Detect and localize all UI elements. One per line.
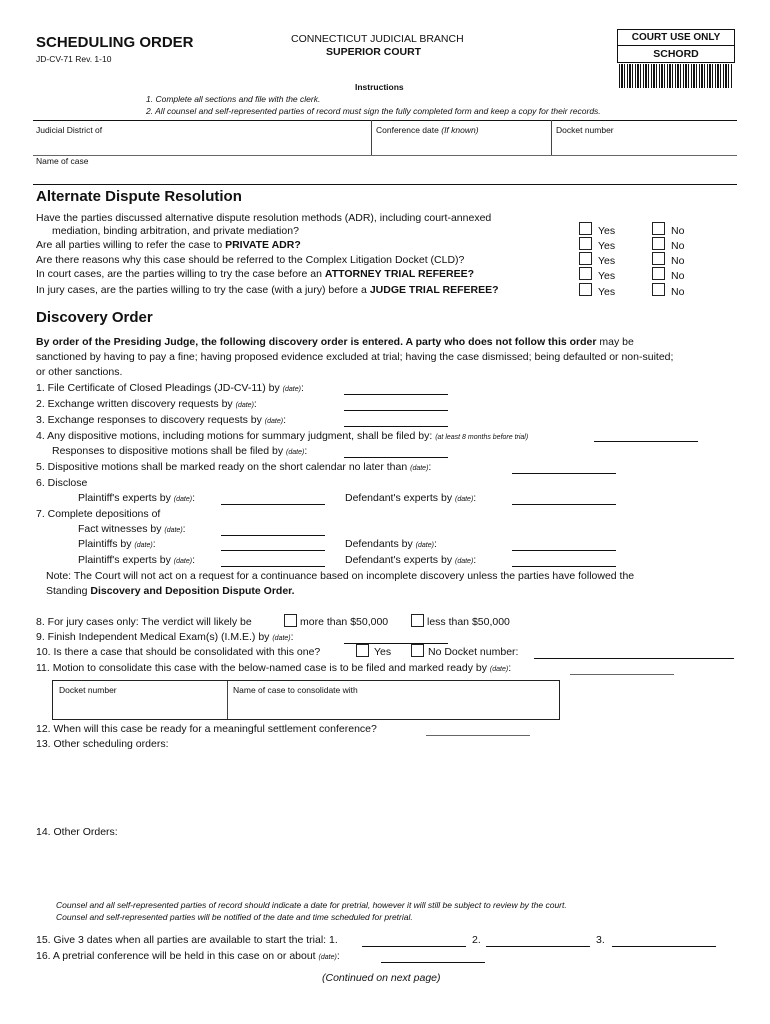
pretrial-date-field[interactable]	[381, 962, 485, 963]
instruction-1: 1. Complete all sections and file with the clerk.	[146, 94, 321, 104]
consolidate-no-checkbox[interactable]	[411, 644, 424, 657]
settlement-date-field[interactable]	[426, 735, 530, 736]
consolidate-docket-field[interactable]	[534, 658, 734, 659]
counsel-note-1: Counsel and all self-represented parties of record should indicate a date for pretrial, however it will still be subject to review by the court.	[56, 900, 567, 910]
item-2: 2. Exchange written discovery requests by (date):	[36, 398, 257, 410]
less-than-50000-checkbox[interactable]	[411, 614, 424, 627]
no-label: No	[671, 225, 685, 237]
conference-date-label: Conference date (If known)	[376, 125, 479, 135]
more-than-50000-checkbox[interactable]	[284, 614, 297, 627]
item-13: 13. Other scheduling orders:	[36, 738, 169, 750]
item-1-date-field[interactable]	[344, 394, 448, 395]
less-than-label: less than $50,000	[427, 616, 510, 628]
consolidate-yes-label: Yes	[374, 646, 392, 658]
adr-q2-no-checkbox[interactable]	[652, 237, 665, 250]
item-6: 6. Disclose	[36, 477, 88, 489]
item-5-date-field[interactable]	[512, 473, 616, 474]
item-14: 14. Other Orders:	[36, 826, 118, 838]
adr-question-5: In jury cases, are the parties willing to try the case (with a jury) before a JUDGE TRIAL REFEREE?	[36, 284, 499, 296]
court-use-label: COURT USE ONLY	[618, 30, 734, 46]
discovery-note-1: Note: The Court will not act on a request for a continuance based on incomplete discovery unless the parties have followed the	[46, 570, 635, 582]
adr-q3-no-checkbox[interactable]	[652, 252, 665, 265]
consolidate-docket-label: Docket number	[59, 685, 117, 695]
motion-date-field[interactable]	[570, 674, 674, 675]
consolidate-table	[52, 680, 560, 720]
defendants-experts-depo-label: Defendant's experts by (date):	[345, 554, 477, 566]
no-label: No	[671, 286, 685, 298]
consolidate-yes-checkbox[interactable]	[356, 644, 369, 657]
trial-date-2-label: 2.	[472, 934, 481, 946]
instructions-heading: Instructions	[355, 82, 404, 92]
trial-date-3-label: 3.	[596, 934, 605, 946]
adr-q1-no-checkbox[interactable]	[652, 222, 665, 235]
adr-q1-yes-checkbox[interactable]	[579, 222, 592, 235]
plaintiffs-field[interactable]	[221, 550, 325, 551]
docket-number-label: Docket number	[556, 125, 614, 135]
no-label: No	[671, 255, 685, 267]
defendants-experts-depo-field[interactable]	[512, 566, 616, 567]
item-5: 5. Dispositive motions shall be marked ready on the short calendar no later than (date):	[36, 461, 432, 473]
item-12: 12. When will this case be ready for a meaningful settlement conference?	[36, 723, 377, 735]
adr-q5-no-checkbox[interactable]	[652, 283, 665, 296]
yes-label: Yes	[598, 240, 616, 252]
item-9: 9. Finish Independent Medical Exam(s) (I.M.E.) by (date):	[36, 631, 294, 643]
item-4: 4. Any dispositive motions, including motions for summary judgment, shall be filed by: (at least 8 months before trial)	[36, 430, 529, 442]
adr-q4-yes-checkbox[interactable]	[579, 267, 592, 280]
no-label: No	[671, 240, 685, 252]
discovery-intro-2: sanctioned by having to pay a fine; having proposed evidence excluded at trial; having the case dismissed; being defaulted or non-suited;	[36, 351, 674, 363]
plaintiffs-experts-label: Plaintiff's experts by (date):	[78, 492, 195, 504]
adr-question-4: In court cases, are the parties willing to try the case before an ATTORNEY TRIAL REFEREE?	[36, 268, 475, 280]
form-number: JD-CV-71 Rev. 1-10	[36, 54, 112, 64]
item-3-date-field[interactable]	[344, 426, 448, 427]
item-4b: Responses to dispositive motions shall be filed by (date):	[52, 445, 308, 457]
item-8: 8. For jury cases only: The verdict will likely be	[36, 616, 252, 628]
item-15: 15. Give 3 dates when all parties are available to start the trial: 1.	[36, 934, 338, 946]
item-1: 1. File Certificate of Closed Pleadings (JD-CV-11) by (date):	[36, 382, 304, 394]
counsel-note-2: Counsel and self-represented parties will be notified of the date and time scheduled for pretrial.	[56, 912, 413, 922]
court-use-box	[617, 29, 735, 63]
branch-name: CONNECTICUT JUDICIAL BRANCH	[291, 33, 464, 45]
discovery-note-2: Standing Discovery and Deposition Dispute Order.	[46, 585, 295, 597]
defendants-experts-field[interactable]	[512, 504, 616, 505]
discovery-heading: Discovery Order	[36, 309, 153, 326]
plaintiffs-experts-depo-label: Plaintiff's experts by (date):	[78, 554, 195, 566]
adr-q3-yes-checkbox[interactable]	[579, 252, 592, 265]
fact-witnesses-label: Fact witnesses by (date):	[78, 523, 186, 535]
more-than-label: more than $50,000	[300, 616, 389, 628]
yes-label: Yes	[598, 286, 616, 298]
no-label: No	[671, 270, 685, 282]
trial-date-2-field[interactable]	[486, 946, 590, 947]
discovery-intro-1: By order of the Presiding Judge, the following discovery order is entered. A party who does not follow this order may be	[36, 336, 634, 348]
item-3: 3. Exchange responses to discovery requests by (date):	[36, 414, 287, 426]
yes-label: Yes	[598, 225, 616, 237]
adr-q2-yes-checkbox[interactable]	[579, 237, 592, 250]
adr-q5-yes-checkbox[interactable]	[579, 283, 592, 296]
schord-label: SCHORD	[653, 48, 699, 60]
barcode-icon	[619, 64, 733, 88]
item-4b-date-field[interactable]	[344, 457, 448, 458]
court-name: SUPERIOR COURT	[326, 46, 422, 58]
item-10: 10. Is there a case that should be consolidated with this one?	[36, 646, 321, 658]
defendants-label: Defendants by (date):	[345, 538, 437, 550]
item-2-date-field[interactable]	[344, 410, 448, 411]
trial-date-3-field[interactable]	[612, 946, 716, 947]
item-4-date-field[interactable]	[594, 441, 698, 442]
adr-q4-no-checkbox[interactable]	[652, 267, 665, 280]
plaintiffs-experts-depo-field[interactable]	[221, 566, 325, 567]
instruction-2: 2. All counsel and self-represented parties of record must sign the fully completed form and keep a copy for their records.	[146, 106, 601, 116]
adr-question-1b: mediation, binding arbitration, and private mediation?	[52, 225, 299, 237]
defendants-experts-label: Defendant's experts by (date):	[345, 492, 477, 504]
adr-question-3: Are there reasons why this case should be referred to the Complex Litigation Docket (CLD)?	[36, 254, 465, 266]
consolidate-no-label: No Docket number:	[428, 646, 519, 658]
consolidate-name-label: Name of case to consolidate with	[233, 685, 358, 695]
name-of-case-label: Name of case	[36, 156, 89, 166]
defendants-field[interactable]	[512, 550, 616, 551]
yes-label: Yes	[598, 270, 616, 282]
judicial-district-label: Judicial District of	[36, 125, 103, 135]
form-title: SCHEDULING ORDER	[36, 34, 194, 51]
item-16: 16. A pretrial conference will be held in this case on or about (date):	[36, 950, 340, 962]
plaintiffs-experts-field[interactable]	[221, 504, 325, 505]
fact-witnesses-field[interactable]	[221, 535, 325, 536]
item-7: 7. Complete depositions of	[36, 508, 161, 520]
trial-date-1-field[interactable]	[362, 946, 466, 947]
adr-heading: Alternate Dispute Resolution	[36, 188, 242, 205]
yes-label: Yes	[598, 255, 616, 267]
continued-note: (Continued on next page)	[322, 972, 441, 984]
discovery-intro-3: or other sanctions.	[36, 366, 123, 378]
plaintiffs-label: Plaintiffs by (date):	[78, 538, 156, 550]
adr-question-1a: Have the parties discussed alternative dispute resolution methods (ADR), including court-annexed	[36, 212, 492, 224]
adr-question-2: Are all parties willing to refer the case to PRIVATE ADR?	[36, 239, 301, 251]
item-11: 11. Motion to consolidate this case with the below-named case is to be filed and marked ready by (date):	[36, 662, 512, 674]
